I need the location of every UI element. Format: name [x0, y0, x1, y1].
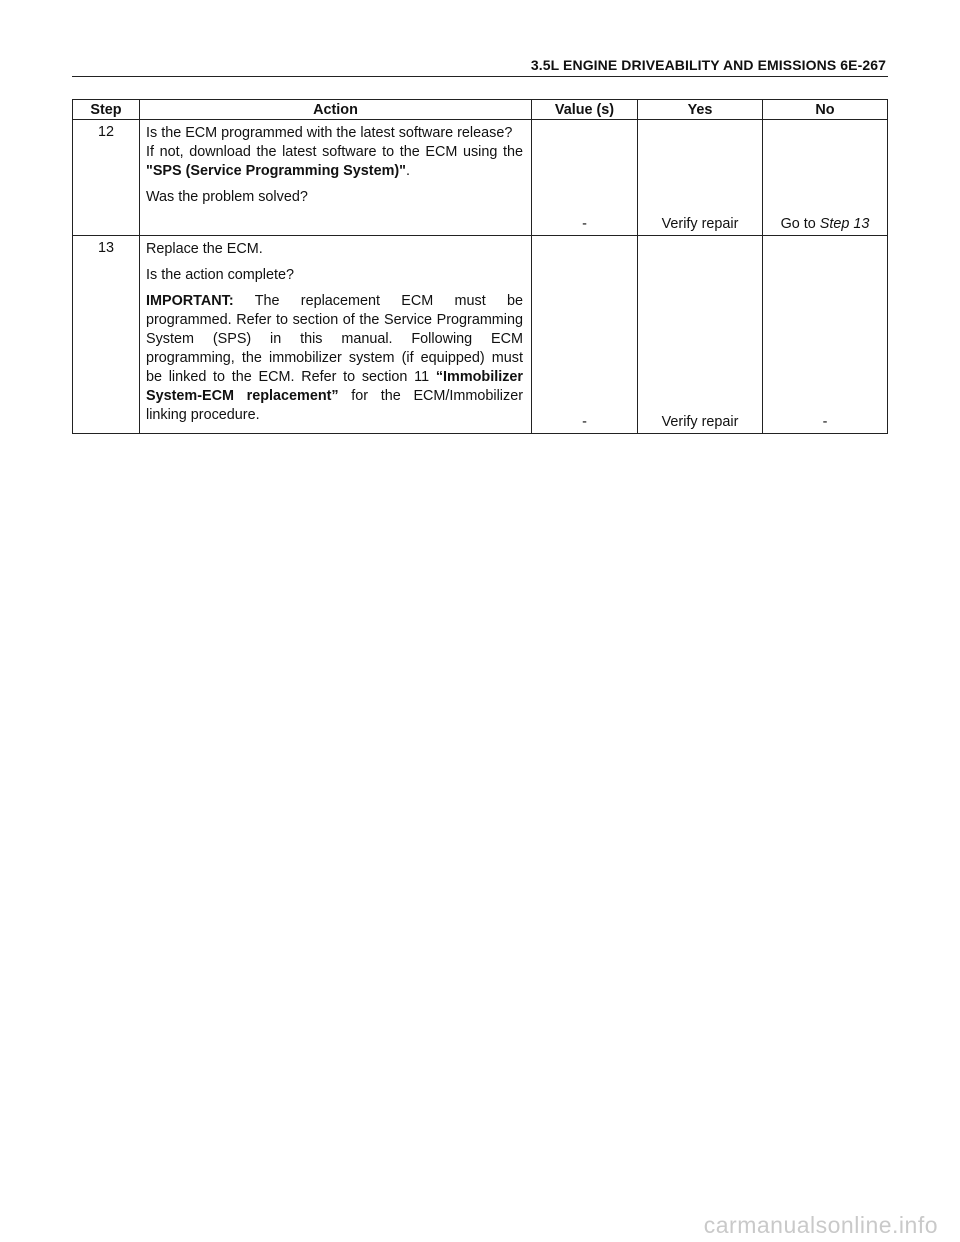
action-cell: [140, 120, 532, 236]
no-cell: [763, 120, 888, 236]
action-text: [146, 143, 523, 181]
value-cell: -: [532, 120, 638, 236]
step-number: 12: [73, 120, 140, 236]
yes-cell: Verify repair: [638, 120, 763, 236]
action-text: Replace the ECM.: [146, 241, 263, 257]
action-question: Was the problem solved?: [146, 189, 308, 205]
column-header-value: Value (s): [532, 100, 638, 120]
column-header-yes: Yes: [638, 100, 763, 120]
column-header-action: Action: [140, 100, 532, 120]
important-label: IMPORTANT:: [146, 293, 234, 309]
diagnostic-table: [72, 99, 888, 434]
action-text-span: .: [405, 163, 410, 179]
column-header-step: Step: [73, 100, 140, 120]
important-note: [146, 292, 523, 425]
action-question: Is the action complete?: [146, 267, 294, 283]
yes-cell: Verify repair: [638, 236, 763, 434]
watermark: carmanualsonline.info: [703, 1212, 938, 1238]
action-cell: [140, 236, 532, 434]
action-text-span: for the ECM/Immobilizer linking procedure.: [146, 388, 523, 423]
page-header-title: 3.5L ENGINE DRIVEABILITY AND EMISSIONS 6E-267: [530, 57, 886, 73]
table-row: [73, 120, 888, 236]
action-text-span: If not, download the latest software to the ECM using the: [146, 144, 523, 160]
immobilizer-reference: “Immobilizer System-ECM replacement”: [146, 369, 523, 404]
table-row: [73, 236, 888, 434]
table-header-row: [73, 100, 888, 120]
action-text-span: The replacement ECM must be programmed. Refer to section of the Service Programming System (SPS) in this manual. Following ECM programming, the immobilizer system (if equipped) must be linked to the ECM. Refer to section 11: [146, 293, 523, 385]
action-text: Is the ECM programmed with the latest software release?: [146, 125, 513, 141]
step-13-link[interactable]: Step 13: [819, 216, 870, 232]
no-cell-prefix: Go to: [780, 216, 820, 232]
value-cell: -: [532, 236, 638, 434]
step-number: 13: [73, 236, 140, 434]
no-cell: -: [763, 236, 888, 434]
page-header: [72, 57, 888, 77]
column-header-no: No: [763, 100, 888, 120]
sps-reference: "SPS (Service Programming System)": [146, 163, 406, 179]
